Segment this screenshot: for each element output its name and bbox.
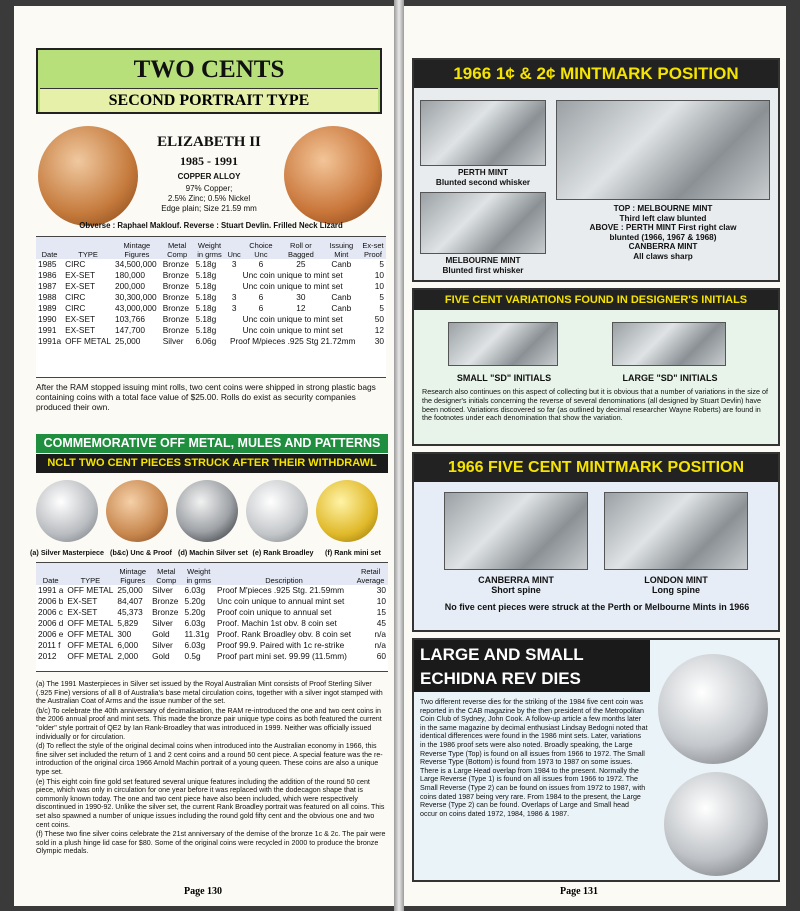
table-cell: Bronze	[162, 303, 190, 313]
machin-silver-coin	[176, 480, 238, 542]
footnote: (e) This eight coin fine gold set featured several unique features including the addition of the round 50 cent piece, which was only in circulation for one year before it was replaced with the dodecagon shape that is commonly known today. The one and two cent piece have also been included, which were respectively discontinued in 1990-92. Unlike the silver set, the current Rank Broadley portrait was featured on all coins. This set also spawned a number of unique issues including the round gold fifty cent and the obvious one and two cent coins.	[36, 777, 385, 829]
mintage-table	[36, 236, 386, 378]
table-cell: 1990	[38, 314, 57, 324]
nclt-bar: NCLT TWO CENT PIECES STRUCK AFTER THEIR WITHDRAWL	[36, 454, 388, 473]
commem-table-grid	[36, 563, 388, 662]
table-cell: 2006 e	[38, 629, 64, 639]
table-cell: 2006 c	[38, 607, 63, 617]
table-cell: 2012	[38, 651, 57, 661]
table2-header: Mintage Figures	[115, 563, 150, 585]
table-cell: 3	[231, 259, 237, 269]
table-cell: 6	[258, 303, 264, 313]
page-title: TWO CENTS	[133, 56, 285, 83]
table1-header: Ex-set Proof	[360, 237, 386, 259]
footnote: (a) The 1991 Masterpieces in Silver set issued by the Royal Australian Mint consists of Proof Sterling Silver (.925 Fine) versions of all 8 of Australia's base metal circulation coins, together with a silver ingot stamped with the Australian Coat of Arms and the issue number of the set.	[36, 680, 383, 706]
title-box	[36, 48, 382, 114]
table-cell: 5.18g	[195, 259, 217, 269]
table-cell: 5	[379, 259, 384, 269]
table-cell: Gold	[152, 651, 170, 661]
table-cell: 2006 b	[38, 596, 64, 606]
table-cell: 30	[376, 585, 386, 595]
table-cell: 5.18g	[195, 303, 217, 313]
table-cell: OFF METAL	[67, 629, 114, 639]
footnote: (f) These two fine silver coins celebrate the 21st anniversary of the demise of the bronze 1c & 2c. The pair were sold in a plush hinge lid case for $80. Some of the original coins were recycled in 2000 to produce the bronze Olympic medals.	[36, 830, 386, 856]
table-cell: 15	[376, 607, 386, 617]
composition-1: 97% Copper;	[185, 184, 233, 193]
table-cell: 10	[376, 596, 386, 606]
table-cell: n/a	[374, 640, 386, 650]
perth-mint-label: PERTH MINT Blunted second whisker	[435, 168, 531, 187]
table-cell: Canb	[331, 259, 352, 269]
table-cell: Unc coin unique to annual mint set	[217, 596, 345, 606]
table-cell: OFF METAL	[67, 618, 114, 628]
table-cell: Bronze	[152, 607, 179, 617]
panel4-text: Two different reverse dies for the striking of the 1984 five cent coin was reported in the CAB magazine by the then president of the Metropolitan Coin Club of Sydney, John Cook. A follow-up article a few months later in the same magazine by decimal enthusiast Lindsay Bedogni noted that identical differences were found in the 1986 mint sets. Later, variations in the 1986 proof sets were also noted. Broadly speaking, the Large Reverse Type (Top) is found on all issues from 1966 to 1972. The Small Reverse Type (Bottom) is found from 1973 to 1987 on some issues. There is a Large Head overlap from 1984 to the present. Normally the Large Reverse (Type 1) is found on all issues from 1966 to 1972. The Small Reverse (Type 2) can be found on issues from 1972 to 1987, with coins dated 1987 being very rare. From 1984 to the present, the Large Reverse (Type 2) can be found. Overlaps of Large and Small head occur on coins dated 1972, 1984, 1986 & 1987.	[420, 698, 648, 818]
table-cell: CIRC	[65, 303, 86, 313]
table-cell: 11.31g	[184, 629, 210, 639]
table-cell: 6.06g	[195, 336, 217, 346]
table-row	[36, 596, 388, 607]
table-cell: Bronze	[162, 292, 190, 302]
table-cell: 5.18g	[195, 281, 217, 291]
table-cell: 5.18g	[195, 314, 217, 324]
table-row	[36, 270, 386, 281]
table2-header: Weight in grms	[182, 563, 215, 585]
table-cell: Proof M'pieces .925 Stg. 21.59mm	[217, 585, 345, 595]
mintage-table-grid	[36, 237, 386, 347]
coin-caption: (f) Rank mini set	[325, 548, 381, 557]
table-cell: 84,407	[117, 596, 143, 606]
table-cell: 6,000	[117, 640, 139, 650]
melbourne-mint-photo	[420, 192, 546, 254]
panel4-title: LARGE AND SMALL ECHIDNA REV DIES	[414, 640, 650, 692]
table1-header: Weight in grms	[194, 237, 226, 259]
table-cell: 1989	[38, 303, 57, 313]
table-cell: 147,700	[115, 325, 146, 335]
perth-mint-photo	[420, 100, 546, 166]
table-cell: 2011 f	[38, 640, 61, 650]
table2-header: Metal Comp	[150, 563, 182, 585]
table1-header: Roll or Bagged	[279, 237, 323, 259]
table-cell: 3	[231, 292, 237, 302]
canberra-mint-label: CANBERRA MINT Short spine	[478, 575, 554, 595]
table-cell: Unc coin unique to mint set	[242, 270, 343, 280]
table-cell: Canb	[331, 292, 352, 302]
rank-broadley-coin	[246, 480, 308, 542]
table-cell: 300	[117, 629, 132, 639]
table-row	[36, 303, 386, 314]
rolls-note: After the RAM stopped issuing mint rolls, two cent coins were shipped in strong plastic bags containing coins with a total face value of $25.00. Rolls do exist as security companies produced their own.	[36, 382, 376, 412]
panel2-text: Research also continues on this aspect of collecting but it is obvious that a number of variations in the size of the designer's initials concerning the reverse of several denominations (all designed by Stuart Devlin) have been noticed. Variations discovered so far (as outlined by decimal researcher Wayne Roberts) are found in the footnotes under each denomination that show the variation.	[422, 387, 768, 423]
monarch-name: ELIZABETH II	[157, 134, 261, 150]
table-cell: Proof. Rank Broadley obv. 8 coin set	[217, 629, 352, 639]
table-cell: n/a	[374, 629, 386, 639]
table-cell: 3	[231, 303, 237, 313]
footnote: (d) To reflect the style of the original decimal coins when introduced into the Australian economy in 1966, this fine silver set included the return of 1 and 2 cent coins and a round 50 cent piece. A special feature was the re-introduction of the original circa 1966 Arnold Machin portrait of a young queen. These coins are also a unique type set.	[36, 742, 383, 776]
table-cell: 5.18g	[195, 292, 217, 302]
table-row	[36, 629, 388, 640]
table-cell: Gold	[152, 629, 170, 639]
silver-masterpiece-coin	[36, 480, 98, 542]
table-cell: 5	[379, 303, 384, 313]
alloy: COPPER ALLOY	[177, 172, 241, 181]
table-cell: 25,000	[115, 336, 141, 346]
rank-mini-coin	[316, 480, 378, 542]
london-mint-label: LONDON MINT Long spine	[644, 575, 708, 595]
table-cell: EX-SET	[67, 596, 98, 606]
year-range: 1985 - 1991	[180, 154, 238, 168]
table-cell: 43,000,000	[115, 303, 157, 313]
table-cell: EX-SET	[65, 270, 96, 280]
table2-header: TYPE	[65, 563, 115, 585]
table-cell: 60	[376, 651, 386, 661]
table-cell: EX-SET	[65, 281, 96, 291]
table-cell: OFF METAL	[67, 651, 114, 661]
table-cell: OFF METAL	[67, 640, 114, 650]
table-cell: 1986	[38, 270, 57, 280]
table-cell: 6.03g	[184, 618, 206, 628]
large-sd-photo	[612, 322, 726, 366]
table-cell: 5.18g	[195, 325, 217, 335]
mintmark-panel-1c2c	[412, 58, 780, 282]
table-cell: 12	[296, 303, 306, 313]
table-cell: 1991 a	[38, 585, 64, 595]
table-row	[36, 585, 388, 596]
table-row	[36, 607, 388, 618]
coin-caption: (d) Machin Silver set	[178, 548, 248, 557]
table-cell: CIRC	[65, 292, 86, 302]
table-row	[36, 281, 386, 292]
table-cell: 5.20g	[184, 607, 206, 617]
table-cell: 200,000	[115, 281, 146, 291]
table-cell: 10	[374, 270, 384, 280]
table-cell: 6	[258, 292, 264, 302]
table1-header: Date	[36, 237, 63, 259]
table1-header: Unc	[225, 237, 242, 259]
table-cell: Bronze	[152, 596, 179, 606]
small-echidna-coin	[664, 772, 768, 876]
table2-header: Date	[36, 563, 65, 585]
table-cell: 6.03g	[184, 640, 206, 650]
panel1-title: 1966 1¢ & 2¢ MINTMARK POSITION	[414, 60, 778, 88]
table-cell: Silver	[152, 618, 173, 628]
table2-header: Description	[215, 563, 353, 585]
table1-header: Issuing Mint	[323, 237, 360, 259]
table-cell: Silver	[152, 585, 173, 595]
table1-header: Metal Comp	[161, 237, 194, 259]
table-cell: 25,000	[117, 585, 143, 595]
right-page	[404, 6, 786, 906]
coin-caption: (a) Silver Masterpiece	[30, 548, 104, 557]
table-cell: 1991a	[38, 336, 62, 346]
table-cell: Proof 99.9. Paired with 1c re-strike	[217, 640, 345, 650]
table-row	[36, 259, 386, 270]
table-row	[36, 640, 388, 651]
page-number-right: Page 131	[560, 886, 599, 897]
table-cell: Proof. Machin 1st obv. 8 coin set	[217, 618, 337, 628]
table-cell: Unc coin unique to mint set	[242, 314, 343, 324]
claw-label: TOP : MELBOURNE MINT Third left claw blunted ABOVE : PERTH MINT First right claw blunted (1966, 1967 & 1968) CANBERRA MINT All claws sharp	[589, 204, 737, 261]
page-number-left: Page 130	[184, 886, 223, 897]
table-cell: 25	[296, 259, 306, 269]
table-cell: Silver	[162, 336, 184, 346]
footnote: (b/c) To celebrate the 40th anniversary of decimalisation, the RAM re-introduced the one and two cent coins in the 2006 annual proof and mint sets. This made the bronze pair unique type coins as both featured the current "older" style portrait of QE2 by Ian Rank-Broadley that was introduced in 1999. Neither was officially issued individually or for circulation.	[36, 706, 382, 741]
table-cell: 6.03g	[184, 585, 206, 595]
table-row	[36, 618, 388, 629]
table-cell: 5.20g	[184, 596, 206, 606]
book-spine	[394, 0, 404, 911]
table-cell: Unc coin unique to mint set	[242, 281, 343, 291]
footnotes	[36, 680, 388, 857]
table-cell: 50	[374, 314, 384, 324]
table-cell: Proof part mini set. 99.99 (11.5mm)	[217, 651, 347, 661]
table-cell: 1985	[38, 259, 57, 269]
table-cell: 30	[296, 292, 306, 302]
commemorative-bar: COMMEMORATIVE OFF METAL, MULES AND PATTERNS	[36, 434, 388, 453]
table2-header: Retail Average	[353, 563, 388, 585]
table-cell: 1988	[38, 292, 57, 302]
designer-initials-panel	[412, 288, 780, 446]
table-cell: 0.5g	[184, 651, 201, 661]
table-cell: 30,300,000	[115, 292, 157, 302]
table-cell: 34,500,000	[115, 259, 157, 269]
echidna-dies-panel	[412, 638, 780, 882]
reverse-coin-image	[284, 126, 382, 224]
composition-2: 2.5% Zinc; 0.5% Nickel	[167, 194, 251, 203]
table-cell: Proof M/pieces .925 Stg 21.72mm	[229, 336, 356, 346]
small-sd-label: SMALL "SD" INITIALS	[456, 373, 552, 383]
table-row	[36, 336, 386, 347]
table-cell: EX-SET	[65, 314, 96, 324]
table-row	[36, 292, 386, 303]
table-cell: 30	[374, 336, 384, 346]
table1-header: Mintage Figures	[113, 237, 161, 259]
table-cell: Bronze	[162, 259, 190, 269]
table-row	[36, 325, 386, 336]
table-cell: 5	[379, 292, 384, 302]
table-cell: 2,000	[117, 651, 139, 661]
table-cell: OFF METAL	[67, 585, 114, 595]
left-page	[14, 6, 394, 906]
table-row	[36, 314, 386, 325]
table-cell: 45	[376, 618, 386, 628]
designer-line: Obverse : Raphael Maklouf. Reverse : Stuart Devlin. Frilled Neck Lizard	[79, 221, 343, 230]
large-sd-label: LARGE "SD" INITIALS	[622, 373, 718, 383]
table1-header: TYPE	[63, 237, 113, 259]
canberra-mint-photo	[444, 492, 588, 570]
edge-size: Edge plain; Size 21.59 mm	[161, 204, 257, 213]
table-cell: Bronze	[162, 314, 190, 324]
five-cent-mintmark-panel	[412, 452, 780, 632]
table-cell: 45,373	[117, 607, 143, 617]
panel3-title: 1966 FIVE CENT MINTMARK POSITION	[414, 454, 778, 482]
table-cell: CIRC	[65, 259, 86, 269]
table-cell: 1991	[38, 325, 57, 335]
table-cell: Bronze	[162, 270, 190, 280]
table-cell: OFF METAL	[65, 336, 112, 346]
panel2-title: FIVE CENT VARIATIONS FOUND IN DESIGNER'S INITIALS	[414, 290, 778, 310]
commem-table	[36, 562, 388, 672]
claw-comparison-photo	[556, 100, 770, 200]
coin-caption: (b&c) Unc & Proof	[110, 548, 172, 557]
london-mint-photo	[604, 492, 748, 570]
table-cell: 5.18g	[195, 270, 217, 280]
table-cell: 12	[374, 325, 384, 335]
table-cell: Silver	[152, 640, 173, 650]
table-cell: EX-SET	[65, 325, 96, 335]
large-echidna-coin	[658, 654, 768, 764]
page-subtitle: SECOND PORTRAIT TYPE	[40, 88, 378, 112]
panel3-note: No five cent pieces were struck at the Perth or Melbourne Mints in 1966	[444, 602, 750, 612]
small-sd-photo	[448, 322, 558, 366]
table-cell: Proof coin unique to annual set	[217, 607, 332, 617]
table-cell: 1987	[38, 281, 57, 291]
table1-header: Choice Unc	[243, 237, 279, 259]
table-row	[36, 651, 388, 662]
coin-caption: (e) Rank Broadley	[252, 548, 314, 557]
table-cell: Bronze	[162, 325, 190, 335]
table-cell: 2006 d	[38, 618, 64, 628]
unc-proof-coin	[106, 480, 168, 542]
table-cell: Canb	[331, 303, 352, 313]
table-cell: 103,766	[115, 314, 146, 324]
table-cell: EX-SET	[67, 607, 98, 617]
melbourne-mint-label: MELBOURNE MINT Blunted first whisker	[442, 256, 524, 275]
table-cell: Unc coin unique to mint set	[242, 325, 343, 335]
table-cell: Bronze	[162, 281, 190, 291]
table-cell: 10	[374, 281, 384, 291]
table-cell: 180,000	[115, 270, 146, 280]
table-cell: 5,829	[117, 618, 139, 628]
table-cell: 6	[258, 259, 264, 269]
obverse-coin-image	[38, 126, 138, 226]
